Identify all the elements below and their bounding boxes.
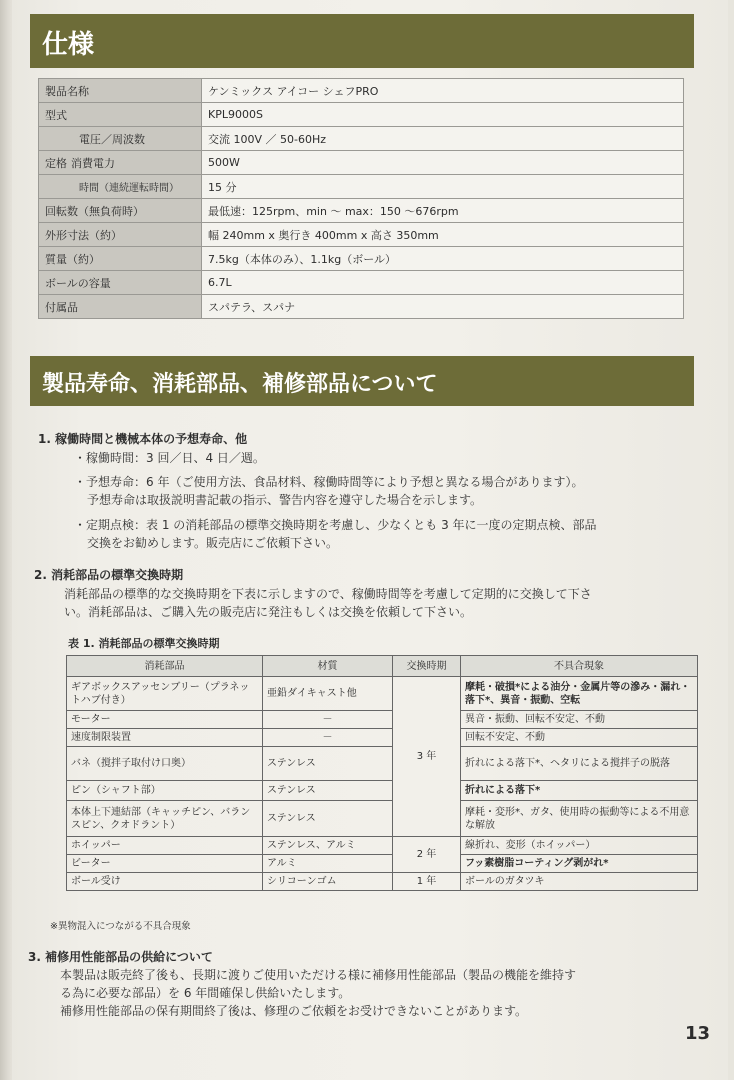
- spec-value: 幅 240mm x 奥行き 400mm x 高さ 350mm: [202, 223, 684, 247]
- spec-row: [39, 127, 684, 151]
- issue-cell: 折れによる落下*、ヘタリによる撹拌子の脱落: [461, 747, 698, 781]
- issue-cell: ボールのガタツキ: [461, 873, 698, 891]
- table-row: [67, 677, 698, 711]
- section-heading: 3. 補修用性能部品の供給について: [28, 950, 213, 964]
- spec-group-label: 定格: [45, 156, 67, 170]
- table-row: [67, 729, 698, 747]
- spec-value: スパテラ、スパナ: [202, 295, 684, 319]
- material-cell: ステンレス: [263, 747, 393, 781]
- spec-value: ケンミックス アイコー シェフPRO: [202, 79, 684, 103]
- spec-key: 外形寸法（約）: [39, 223, 202, 247]
- spec-value: 15 分: [202, 175, 684, 199]
- spec-table: [38, 78, 684, 319]
- spec-key: 電圧／周波数: [79, 132, 145, 146]
- material-cell: ステンレス: [263, 801, 393, 837]
- spec-key: 消費電力: [71, 156, 115, 170]
- column-header: 消耗部品: [67, 656, 263, 677]
- paragraph-line: 本製品は販売終了後も、長期に渡りご使用いただける様に補修用性能部品（製品の機能を維持す: [60, 968, 577, 982]
- column-header: 材質: [263, 656, 393, 677]
- spec-row: [39, 151, 684, 175]
- issue-cell: 回転不安定、不動: [461, 729, 698, 747]
- table-row: [67, 711, 698, 729]
- spec-key: ボールの容量: [39, 271, 202, 295]
- bullet-line: ・稼働時間：3 回／日、4 日／週。: [74, 451, 265, 465]
- bullet-line: 交換をお勧めします。販売店にご依頼下さい。: [87, 536, 339, 550]
- spec-value: 500W: [202, 151, 684, 175]
- paragraph-line: 補修用性能部品の保有期間終了後は、修理のご依頼をお受けできないことがあります。: [60, 1004, 528, 1018]
- spec-value: 7.5kg（本体のみ）、1.1kg（ボール）: [202, 247, 684, 271]
- paragraph-line: 消耗部品の標準的な交換時期を下表に示しますので、稼働時間等を考慮して定期的に交換して下さ: [64, 587, 592, 601]
- section-heading: 2. 消耗部品の標準交換時期: [34, 568, 184, 582]
- issue-cell: フッ素樹脂コーティング剥がれ*: [461, 855, 698, 873]
- table-row: [67, 837, 698, 855]
- column-header: 不具合現象: [461, 656, 698, 677]
- material-cell: ステンレス: [263, 781, 393, 801]
- material-cell: シリコーンゴム: [263, 873, 393, 891]
- document-page: [12, 0, 728, 1080]
- table-row: [67, 855, 698, 873]
- issue-cell: 線折れ、変形（ホイッパー）: [461, 837, 698, 855]
- issue-cell: 摩耗・破損*による油分・金属片等の滲み・漏れ・落下*、異音・振動、空転: [461, 677, 698, 711]
- part-cell: 本体上下連結部（キャッチピン、バランスピン、クオドラント）: [67, 801, 263, 837]
- part-cell: ビーター: [67, 855, 263, 873]
- spec-row: [39, 103, 684, 127]
- spec-key: 質量（約）: [39, 247, 202, 271]
- bullet-line: ・定期点検：表 1 の消耗部品の標準交換時期を考慮し、少なくとも 3 年に一度の定期点検、部品: [74, 518, 597, 532]
- spec-key: 型式: [39, 103, 202, 127]
- paragraph-line: い。消耗部品は、ご購入先の販売店に発注もしくは交換を依頼して下さい。: [64, 605, 473, 619]
- issue-cell: 異音・振動、回転不安定、不動: [461, 711, 698, 729]
- section-heading: 1. 稼働時間と機械本体の予想寿命、他: [38, 432, 248, 446]
- period-cell: 1 年: [393, 873, 461, 891]
- table-header-row: [67, 656, 698, 677]
- table-footnote: ※異物混入につながる不具合現象: [50, 921, 191, 932]
- spec-key: 付属品: [39, 295, 202, 319]
- spec-row: [39, 247, 684, 271]
- spec-row: [39, 175, 684, 199]
- spec-row: [39, 295, 684, 319]
- spec-row: [39, 271, 684, 295]
- period-cell: 2 年: [393, 837, 461, 873]
- table-row: [67, 781, 698, 801]
- spec-value: KPL9000S: [202, 103, 684, 127]
- spec-section-banner: [30, 14, 694, 68]
- issue-cell: 摩耗・変形*、ガタ、使用時の振動等による不用意な解放: [461, 801, 698, 837]
- table-caption: 表 1. 消耗部品の標準交換時期: [68, 637, 220, 650]
- period-cell: 3 年: [393, 677, 461, 837]
- consumables-table: [66, 655, 698, 891]
- part-cell: ピン（シャフト部）: [67, 781, 263, 801]
- page-number: 13: [684, 1023, 710, 1044]
- spec-section-title: 仕様: [42, 30, 95, 60]
- material-cell: 亜鉛ダイキャスト他: [263, 677, 393, 711]
- part-cell: バネ（撹拌子取付け口奥）: [67, 747, 263, 781]
- spec-key: 製品名称: [39, 79, 202, 103]
- parts-section-banner: [30, 356, 694, 406]
- spec-value: 6.7L: [202, 271, 684, 295]
- spec-row: [39, 223, 684, 247]
- bullet-line: 予想寿命は取扱説明書記載の指示、警告内容を遵守した場合を示します。: [87, 493, 483, 507]
- part-cell: モーター: [67, 711, 263, 729]
- material-cell: アルミ: [263, 855, 393, 873]
- spec-key: 回転数（無負荷時）: [39, 199, 202, 223]
- table-row: [67, 873, 698, 891]
- issue-cell: 折れによる落下*: [461, 781, 698, 801]
- spec-key: 時間（連続運転時間）: [79, 183, 179, 194]
- spec-row: [39, 199, 684, 223]
- material-cell: ステンレス、アルミ: [263, 837, 393, 855]
- part-cell: 速度制限装置: [67, 729, 263, 747]
- spec-row: [39, 79, 684, 103]
- parts-section-title: 製品寿命、消耗部品、補修部品について: [42, 372, 438, 397]
- material-cell: －: [263, 729, 393, 747]
- paragraph-line: る為に必要な部品）を 6 年間確保し供給いたします。: [60, 986, 351, 1000]
- table-row: [67, 801, 698, 837]
- table-row: [67, 747, 698, 781]
- bullet-line: ・予想寿命：6 年（ご使用方法、食品材料、稼働時間等により予想と異なる場合があります）。: [74, 475, 584, 489]
- part-cell: ホイッパー: [67, 837, 263, 855]
- column-header: 交換時期: [393, 656, 461, 677]
- part-cell: ボール受け: [67, 873, 263, 891]
- spec-value: 最低速：125rpm、min ～ max：150 ～676rpm: [202, 199, 684, 223]
- part-cell: ギアボックスアッセンブリー（プラネットハブ付き）: [67, 677, 263, 711]
- spec-value: 交流 100V ／ 50-60Hz: [202, 127, 684, 151]
- material-cell: －: [263, 711, 393, 729]
